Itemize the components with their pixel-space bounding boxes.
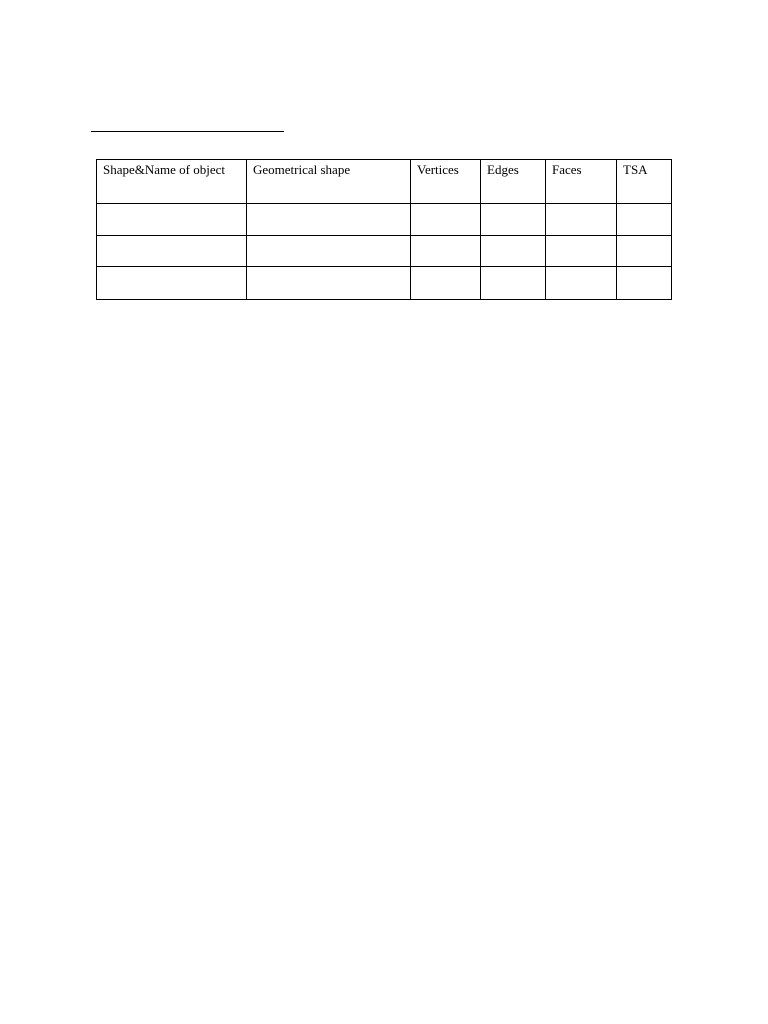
header-tsa: TSA bbox=[617, 160, 672, 204]
table-cell bbox=[617, 267, 672, 300]
header-vertices: Vertices bbox=[411, 160, 481, 204]
header-faces: Faces bbox=[546, 160, 617, 204]
table-cell bbox=[481, 267, 546, 300]
table-cell bbox=[97, 267, 247, 300]
table-cell bbox=[546, 236, 617, 267]
table-row bbox=[97, 236, 672, 267]
table-cell bbox=[481, 204, 546, 236]
table-cell bbox=[97, 204, 247, 236]
header-shape-name: Shape&Name of object bbox=[97, 160, 247, 204]
table-cell bbox=[247, 236, 411, 267]
header-edges: Edges bbox=[481, 160, 546, 204]
table-cell bbox=[247, 204, 411, 236]
table-cell bbox=[247, 267, 411, 300]
table-cell bbox=[617, 204, 672, 236]
header-geometrical-shape: Geometrical shape bbox=[247, 160, 411, 204]
shapes-table bbox=[96, 159, 672, 300]
table-cell bbox=[411, 204, 481, 236]
table-cell bbox=[546, 204, 617, 236]
table-cell bbox=[617, 236, 672, 267]
table-row bbox=[97, 267, 672, 300]
table-cell bbox=[481, 236, 546, 267]
table-cell bbox=[411, 267, 481, 300]
table-header-row bbox=[97, 160, 672, 204]
table-cell bbox=[411, 236, 481, 267]
table-cell bbox=[97, 236, 247, 267]
table-row bbox=[97, 204, 672, 236]
heading-underline bbox=[91, 131, 284, 132]
table-cell bbox=[546, 267, 617, 300]
